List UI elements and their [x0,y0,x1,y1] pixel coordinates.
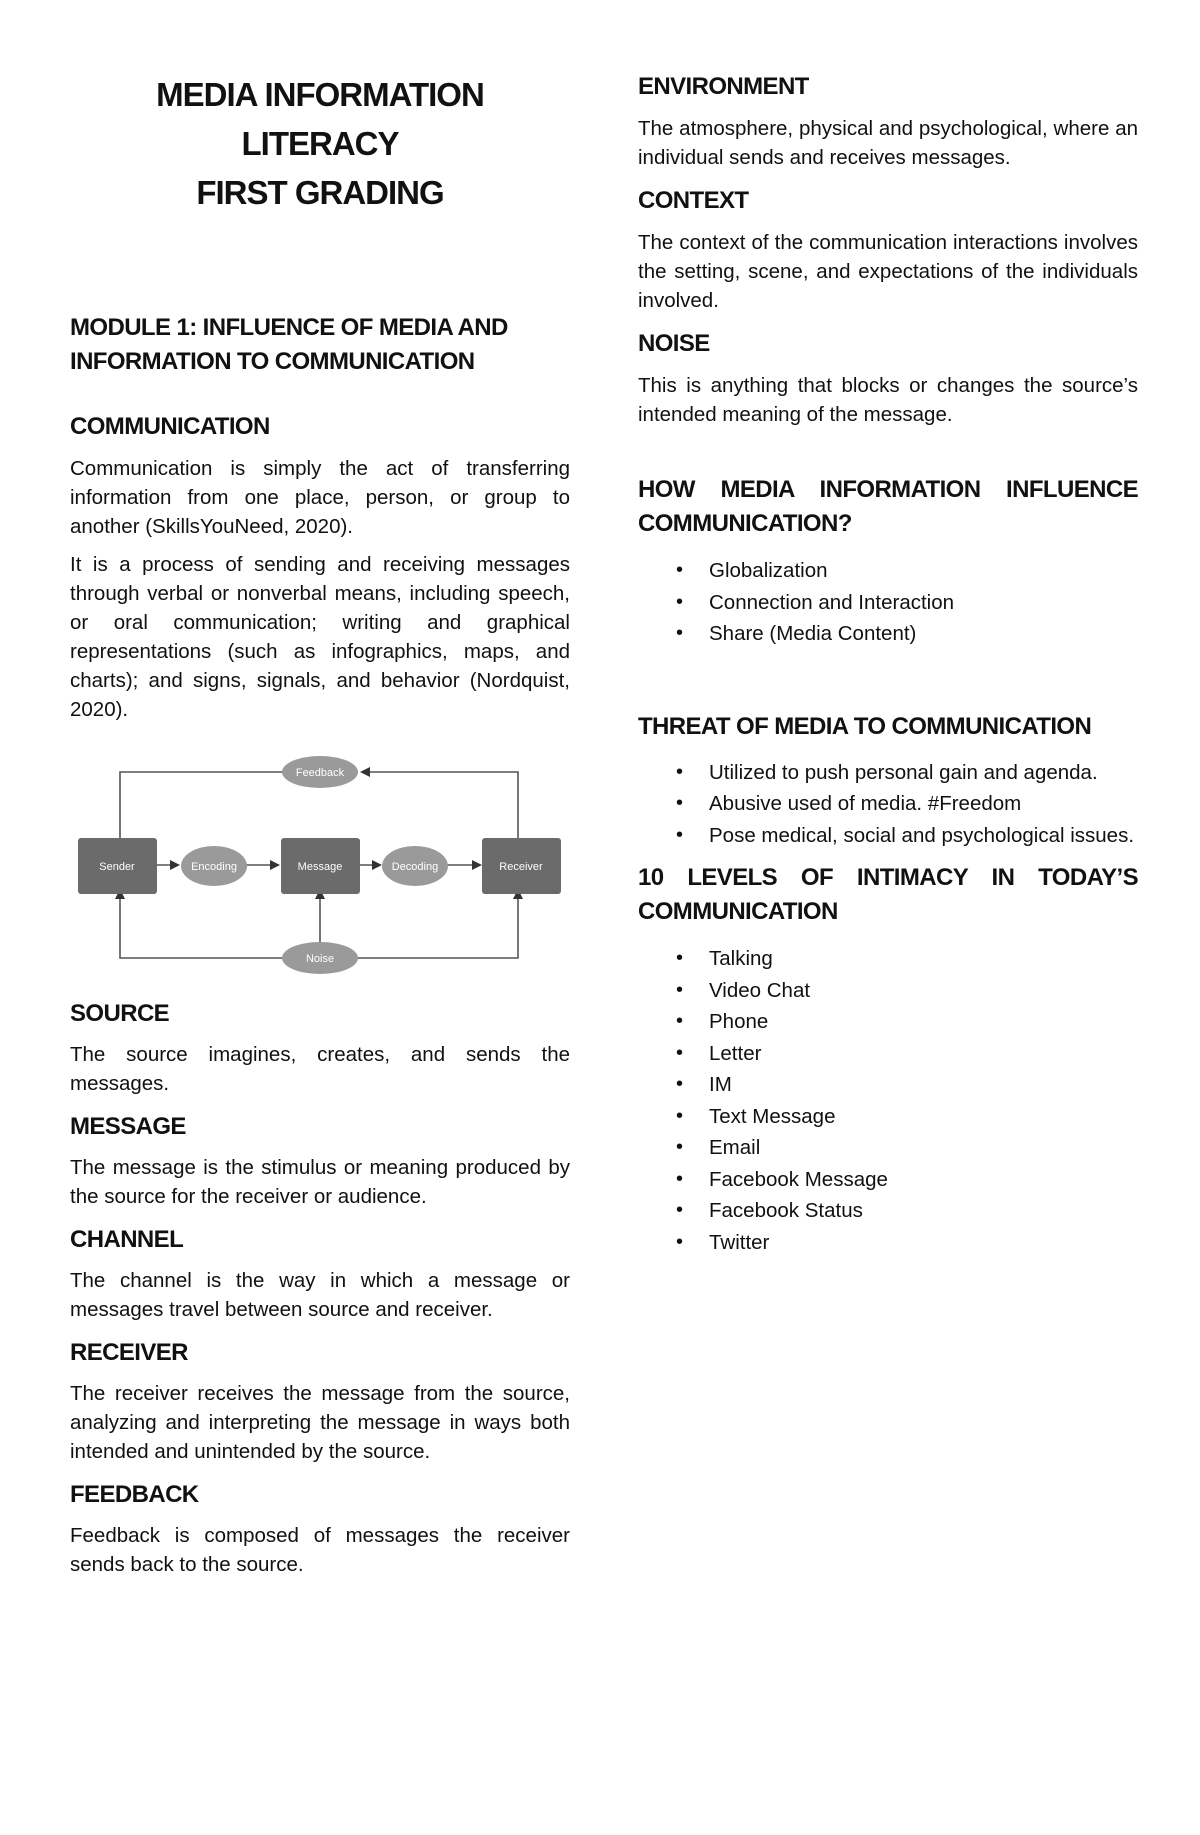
diagram-label-decoding: Decoding [391,861,439,873]
list-item: • Phone [638,1006,1138,1038]
right-column [638,0,1138,1258]
diagram-label-encoding: Encoding [191,861,237,873]
title-line-2: LITERACY [241,125,399,162]
communication-paragraph-1: Communication is simply the act of transferring information from one place, person, or group to another (SkillsYouNeed, 2020). [70,457,570,538]
diagram-label-feedback: Feedback [295,767,345,779]
bullet-icon: • [676,1136,684,1158]
list-item: • Video Chat [638,975,1138,1007]
threat-list [638,757,1138,852]
list-item: • IM [638,1069,1138,1101]
communication-process-diagram [70,754,570,994]
bullet-icon: • [676,978,684,1001]
list-item: • Talking [638,943,1138,975]
title-line-1: MEDIA INFORMATION [156,76,484,113]
influence-heading: HOW MEDIA INFORMATION INFLUENCE COMMUNICATION? [638,476,1138,537]
bullet-icon: • [676,1230,684,1253]
diagram-label-receiver: Receiver [499,861,543,873]
environment-heading: ENVIRONMENT [638,73,809,100]
bullet-icon: • [676,1073,684,1095]
module-title: MODULE 1: INFLUENCE OF MEDIA AND INFORMATION TO COMMUNICATION [70,314,508,375]
list-item: • Abusive used of media. #Freedom [638,788,1138,820]
bullet-icon: • [676,1199,684,1221]
list-item: • Globalization [638,555,1138,587]
bullet-icon: • [676,792,684,814]
diagram-label-noise: Noise [305,953,335,965]
communication-paragraph-2: It is a process of sending and receiving messages through verbal or nonverbal means, including speech, or oral communication; writing and graphical representations (such as infographics, maps, and charts); and signs, signals, and behavior (Nordquist, 2020). [70,553,570,721]
threat-heading: THREAT OF MEDIA TO COMMUNICATION [638,712,1092,740]
feedback-heading: FEEDBACK [70,1481,199,1508]
feedback-to-sender-line [120,772,288,847]
bullet-icon: • [676,1010,684,1032]
list-item: • Twitter [638,1227,1138,1259]
list-item: • Facebook Message [638,1164,1138,1196]
bullet-icon: • [676,947,684,969]
diagram-label-message: Message [297,861,343,873]
list-item: • Text Message [638,1101,1138,1133]
bullet-icon: • [676,1167,684,1190]
bullet-icon: • [676,622,684,644]
feedback-text: Feedback is composed of messages the receiver sends back to the source. [70,1524,570,1576]
channel-text: The channel is the way in which a message or messages travel between source and receiver. [70,1269,570,1321]
source-text: The source imagines, creates, and sends the messages. [70,1043,570,1095]
left-column [70,0,570,1579]
bullet-icon: • [676,559,684,581]
bullet-icon: • [676,1104,684,1127]
list-item: • Share (Media Content) [638,618,1138,650]
noise-to-sender-line [120,891,282,958]
context-text: The context of the communication interactions involves the setting, scene, and expectations of the individuals involved. [638,231,1138,312]
message-text: The message is the stimulus or meaning produced by the source for the receiver or audience. [70,1156,570,1208]
bullet-icon: • [676,1041,684,1064]
message-heading: MESSAGE [70,1113,186,1140]
receiver-text: The receiver receives the message from the source, analyzing and interpreting the message in ways both intended and unintended by the source. [70,1382,570,1463]
channel-heading: CHANNEL [70,1226,184,1253]
influence-list [638,555,1138,650]
bullet-icon: • [676,823,684,846]
environment-text: The atmosphere, physical and psychological, where an individual sends and receives messages. [638,117,1138,169]
context-heading: CONTEXT [638,187,749,214]
receiver-heading: RECEIVER [70,1339,188,1366]
intimacy-heading: 10 LEVELS OF INTIMACY IN TODAY’S COMMUNICATION [638,864,1138,925]
noise-to-receiver-line [358,891,518,958]
intimacy-list [638,943,1138,1258]
diagram-label-sender: Sender [99,861,135,873]
source-heading: SOURCE [70,1000,170,1027]
bullet-icon: • [676,590,684,613]
list-item: • Email [638,1132,1138,1164]
list-item: • Facebook Status [638,1195,1138,1227]
list-item: • Connection and Interaction [638,587,1138,619]
noise-text: This is anything that blocks or changes the source’s intended meaning of the message. [638,374,1138,426]
list-item: • Letter [638,1038,1138,1070]
document-title [70,70,570,217]
list-item: • Utilized to push personal gain and agenda. [638,757,1138,789]
bullet-icon: • [676,760,684,783]
noise-heading: NOISE [638,330,710,357]
title-line-3: FIRST GRADING [196,174,444,211]
diagram-svg [70,754,570,994]
communication-heading: COMMUNICATION [70,413,270,440]
list-item: • Pose medical, social and psychological issues. [638,820,1138,852]
